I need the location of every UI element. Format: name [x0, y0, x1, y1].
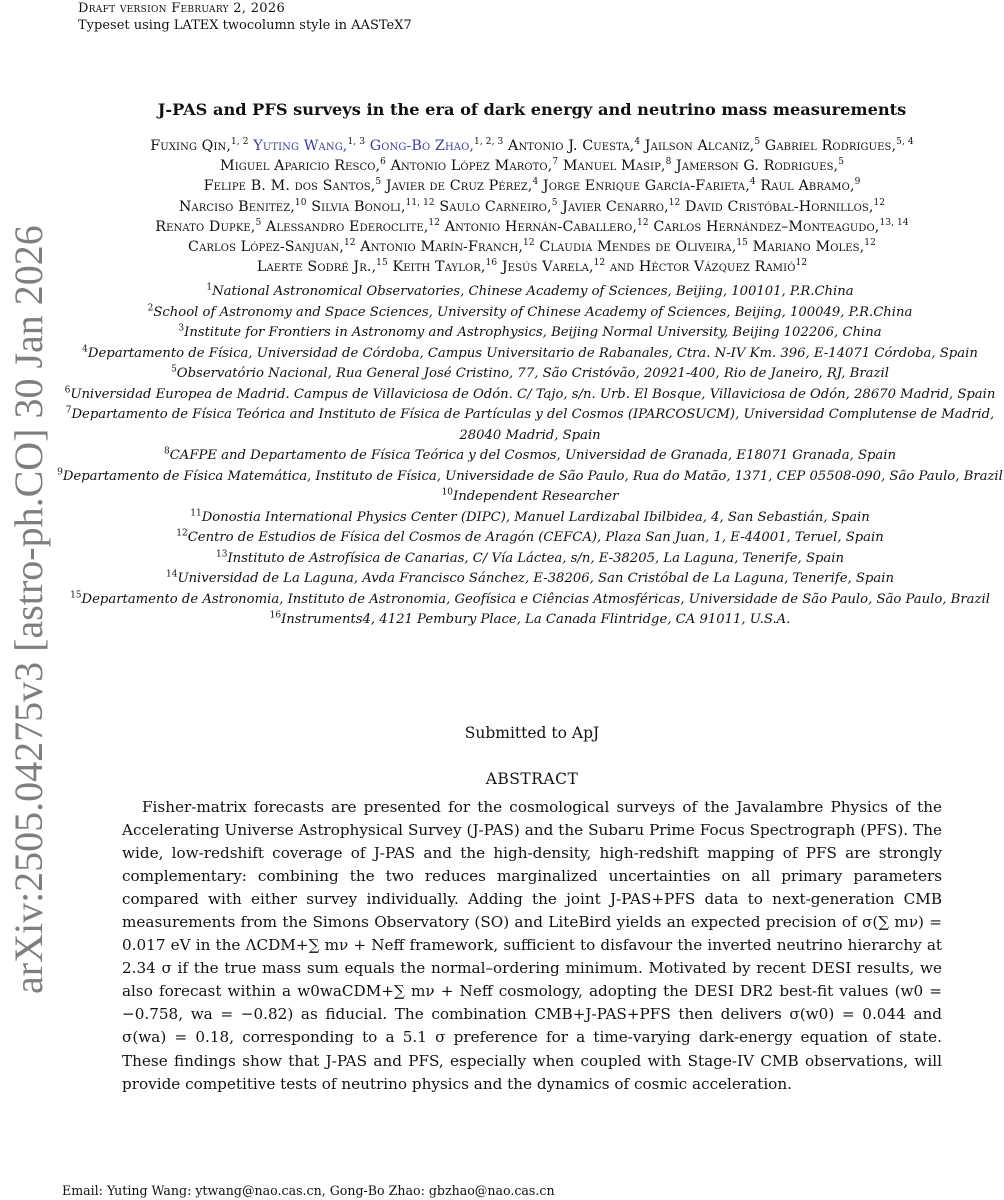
author-list — [60, 136, 1004, 277]
affiliation: $^5$Observatório Nacional, Rua General José Cristino, 77, São Cristóvão, 20921-400, Rio de Janeiro, RJ, Brazil — [171, 364, 889, 381]
affiliation: $^1$National Astronomical Observatories, Chinese Academy of Sciences, Beijing, 100101, P.R.China — [206, 282, 854, 299]
arxiv-identifier[interactable]: arXiv:2505.04275v3 [astro-ph.CO] 30 Jan 2026 — [6, 225, 51, 994]
author-name: Fuxing Qin,$^{1, 2}$ — [150, 137, 249, 154]
author-line: Felipe B. M. dos Santos,$^5$ Javier de Cruz Pérez,$^4$ Jorge Enrique García-Farieta,$^4$ Raul Abramo,$^9$ — [203, 177, 861, 195]
affiliation: $^6$Universidad Europea de Madrid. Campus de Villaviciosa de Odón. C/ Tajo, s/n. Urb. El Bosque, Villaviciosa de Odón, 28670 Madrid, Spain — [64, 385, 996, 402]
typeset-note: Typeset using LATEX twocolumn style in AASTeX7 — [78, 18, 412, 33]
paper-title: J-PAS and PFS surveys in the era of dark energy and neutrino mass measurements — [157, 100, 907, 119]
affiliation: $^9$Departamento de Física Matemática, Instituto de Física, Universidade de São Paulo, Rua do Matão, 1371, CEP 05508-090, São Paulo, Brazil — [57, 467, 1003, 484]
corresponding-email[interactable]: Email: Yuting Wang: ytwang@nao.cas.cn, Gong-Bo Zhao: gbzhao@nao.cas.cn — [62, 1183, 555, 1198]
author-line: Renato Dupke,$^5$ Alessandro Ederoclite,$^{12}$ Antonio Hernán-Caballero,$^{12}$ Carlos Hernández–Monteagudo,$^{13, 14}$ — [155, 218, 909, 235]
affiliation: $^{12}$Centro de Estudios de Física del Cosmos de Aragón (CEFCA), Plaza San Juan, 1, E-44001, Teruel, Spain — [176, 528, 884, 545]
abstract-body: Fisher-matrix forecasts are presented for the cosmological surveys of the Javalambre Physics of the Accelerating Universe Astrophysical Survey (J-PAS) and the Subaru Prime Focus Spectrograph (PFS). The wide, low-redshift coverage of J-PAS and the high-density, high-redshift mapping of PFS are strongly complementary: combining the two reduces marginalized uncertainties on all primary parameters compared with either survey individually. Adding the joint J-PAS+PFS data to next-generation CMB measurements from the Simons Observatory (SO) and LiteBird yields an expected precision of σ(∑ mν) = 0.017 eV in the ΛCDM+∑ mν + Neff framework, sufficient to disfavour the inverted neutrino hierarchy at 2.34 σ if the true mass sum equals the normal–ordering minimum. Motivated by recent DESI results, we also forecast within a w0waCDM+∑ mν + Neff cosmology, adopting the DESI DR2 best-fit values (w0 = −0.758, wa = −0.82) as fiducial. The combination CMB+J-PAS+PFS then delivers σ(w0) = 0.044 and σ(wa) = 0.18, corresponding to a 5.1 σ preference for a time-varying dark-energy equation of state. These findings show that J-PAS and PFS, especially when coupled with Stage-IV CMB observations, will provide competitive tests of neutrino physics and the dynamics of cosmic acceleration. — [122, 798, 942, 1093]
affiliation: $^7$Departamento de Física Teórica and Instituto de Física de Partículas y del Cosmos (IPARCOSUCM), Universidad Complutense de Madrid, 28040 Madrid, Spain — [65, 405, 995, 443]
affiliation-list — [56, 282, 1004, 631]
author-link[interactable]: Yuting Wang, — [253, 138, 348, 154]
running-header — [78, 0, 412, 34]
author-link[interactable]: Gong-Bo Zhao, — [369, 138, 475, 154]
author-line: Narciso Benitez,$^{10}$ Silvia Bonoli,$^{11, 12}$ Saulo Carneiro,$^5$ Javier Cenarro,$^{12}$ David Cristóbal-Hornillos,$^{12}$ — [178, 197, 886, 215]
affiliation: $^3$Institute for Frontiers in Astronomy and Astrophysics, Beijing Normal University, Beijing 102206, China — [178, 323, 882, 340]
submitted-note: Submitted to ApJ — [464, 724, 600, 742]
affiliation: $^4$Departamento de Física, Universidad de Córdoba, Campus Universitario de Rabanales, Ctra. N-IV Km. 396, E-14071 Córdoba, Spain — [82, 344, 978, 361]
affiliation: $^{13}$Instituto de Astrofísica de Canarias, C/ Vía Láctea, s/n, E-38205, La Laguna, Tenerife, Spain — [216, 549, 844, 566]
draft-version: Draft version February 2, 2026 — [78, 1, 286, 16]
affiliation: $^{14}$Universidad de La Laguna, Avda Francisco Sánchez, E-38206, San Cristóbal de La Laguna, Tenerife, Spain — [166, 569, 894, 586]
affiliation: $^2$School of Astronomy and Space Sciences, University of Chinese Academy of Sciences, Beijing, 100049, P.R.China — [147, 303, 913, 320]
affiliation: $^{15}$Departamento de Astronomia, Instituto de Astronomia, Geofísica e Ciências Atmosféricas, Universidade de São Paulo, São Paulo, Brazil — [70, 590, 990, 607]
affiliation: $^{16}$Instruments4, 4121 Pembury Place, La Canada Flintridge, CA 91011, U.S.A. — [269, 610, 791, 627]
affiliation: $^8$CAFPE and Departamento de Física Teórica y del Cosmos, Universidad de Granada, E18071 Granada, Spain — [163, 446, 896, 463]
author-line: Miguel Aparicio Resco,$^6$ Antonio López Maroto,$^7$ Manuel Masip,$^8$ Jamerson G. Rodrigues,$^5$ — [219, 157, 845, 175]
abstract-heading: ABSTRACT — [485, 770, 579, 788]
author-line: Laerte Sodré Jr.,$^{15}$ Keith Taylor,$^{16}$ Jesús Varela,$^{12}$ and Héctor Vázquez Ramió$^{12}$ — [256, 258, 808, 276]
affiliation: $^{11}$Donostia International Physics Center (DIPC), Manuel Lardizabal Ibilbidea, 4, San Sebastián, Spain — [190, 508, 870, 525]
author-line: Fuxing Qin,$^{1, 2}$ Yuting Wang,$^{1, 3}$ Gong-Bo Zhao,$^{1, 2, 3}$ Antonio J. Cuesta,$^4$ Jailson Alcaniz,$^5$ Gabriel Rodrigues,$^{5, 4}$ — [150, 137, 914, 154]
author-line: Carlos López-Sanjuan,$^{12}$ Antonio Marín-Franch,$^{12}$ Claudia Mendes de Oliveira,$^{15}$ Mariano Moles,$^{12}$ — [188, 238, 876, 256]
affiliation: $^{10}$Independent Researcher — [441, 487, 619, 504]
